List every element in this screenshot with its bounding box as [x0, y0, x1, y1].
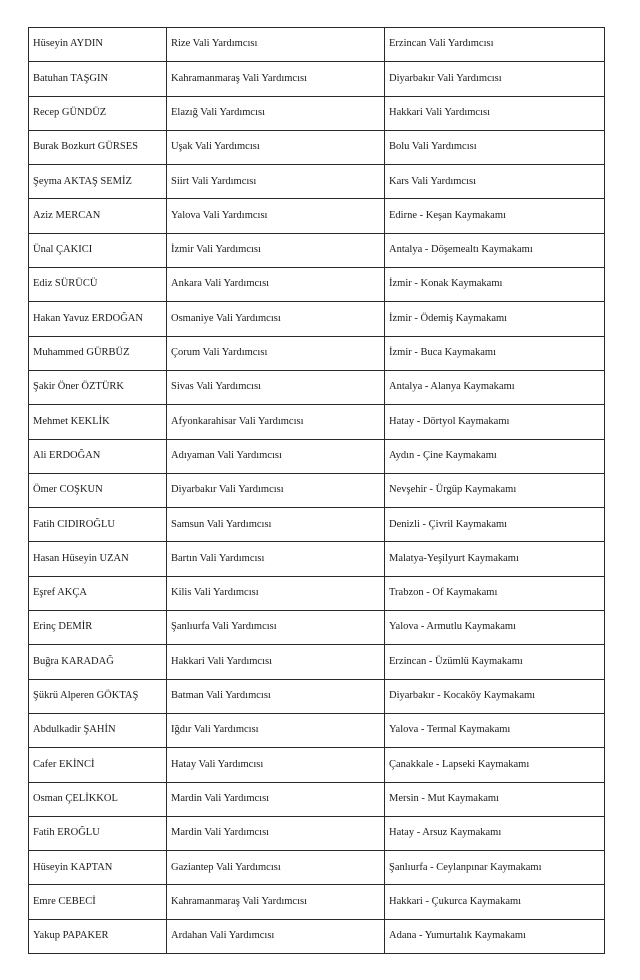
person-name-cell: Ediz SÜRÜCÜ — [29, 268, 167, 302]
current-post-cell: Kahramanmaraş Vali Yardımcısı — [167, 62, 385, 96]
new-post-cell: Erzincan - Üzümlü Kaymakamı — [385, 645, 605, 679]
table-row — [29, 165, 605, 199]
person-name-cell: Emre CEBECİ — [29, 885, 167, 919]
table-row — [29, 816, 605, 850]
table-row — [29, 302, 605, 336]
new-post-cell: Hakkari Vali Yardımcısı — [385, 96, 605, 130]
table-row — [29, 233, 605, 267]
current-post-cell: Rize Vali Yardımcısı — [167, 28, 385, 62]
current-post-cell: Çorum Vali Yardımcısı — [167, 336, 385, 370]
person-name-cell: Hasan Hüseyin UZAN — [29, 542, 167, 576]
new-post-cell: Malatya-Yeşilyurt Kaymakamı — [385, 542, 605, 576]
current-post-cell: Sivas Vali Yardımcısı — [167, 370, 385, 404]
new-post-cell: Antalya - Döşemealtı Kaymakamı — [385, 233, 605, 267]
table-row — [29, 542, 605, 576]
current-post-cell: Batman Vali Yardımcısı — [167, 679, 385, 713]
table-row — [29, 96, 605, 130]
table-row — [29, 679, 605, 713]
current-post-cell: Mardin Vali Yardımcısı — [167, 782, 385, 816]
new-post-cell: Yalova - Armutlu Kaymakamı — [385, 611, 605, 645]
current-post-cell: Siirt Vali Yardımcısı — [167, 165, 385, 199]
new-post-cell: Hakkari - Çukurca Kaymakamı — [385, 885, 605, 919]
new-post-cell: İzmir - Buca Kaymakamı — [385, 336, 605, 370]
new-post-cell: Bolu Vali Yardımcısı — [385, 130, 605, 164]
person-name-cell: Erinç DEMİR — [29, 611, 167, 645]
new-post-cell: İzmir - Konak Kaymakamı — [385, 268, 605, 302]
person-name-cell: Batuhan TAŞGIN — [29, 62, 167, 96]
table-row — [29, 405, 605, 439]
table-row — [29, 611, 605, 645]
person-name-cell: Hüseyin AYDIN — [29, 28, 167, 62]
person-name-cell: Fatih CIDIROĞLU — [29, 508, 167, 542]
table-row — [29, 28, 605, 62]
person-name-cell: Yakup PAPAKER — [29, 919, 167, 953]
person-name-cell: Buğra KARADAĞ — [29, 645, 167, 679]
new-post-cell: Şanlıurfa - Ceylanpınar Kaymakamı — [385, 851, 605, 885]
person-name-cell: Muhammed GÜRBÜZ — [29, 336, 167, 370]
table-row — [29, 885, 605, 919]
current-post-cell: Diyarbakır Vali Yardımcısı — [167, 473, 385, 507]
table-row — [29, 576, 605, 610]
table-row — [29, 748, 605, 782]
person-name-cell: Abdulkadir ŞAHİN — [29, 713, 167, 747]
new-post-cell: Trabzon - Of Kaymakamı — [385, 576, 605, 610]
current-post-cell: Uşak Vali Yardımcısı — [167, 130, 385, 164]
current-post-cell: Samsun Vali Yardımcısı — [167, 508, 385, 542]
current-post-cell: Mardin Vali Yardımcısı — [167, 816, 385, 850]
current-post-cell: Gaziantep Vali Yardımcısı — [167, 851, 385, 885]
new-post-cell: Antalya - Alanya Kaymakamı — [385, 370, 605, 404]
current-post-cell: Kilis Vali Yardımcısı — [167, 576, 385, 610]
table-row — [29, 508, 605, 542]
table-row — [29, 199, 605, 233]
table-row — [29, 473, 605, 507]
appointments-table-body — [29, 28, 605, 954]
table-row — [29, 439, 605, 473]
current-post-cell: Adıyaman Vali Yardımcısı — [167, 439, 385, 473]
new-post-cell: Denizli - Çivril Kaymakamı — [385, 508, 605, 542]
table-row — [29, 782, 605, 816]
person-name-cell: Mehmet KEKLİK — [29, 405, 167, 439]
new-post-cell: Hatay - Dörtyol Kaymakamı — [385, 405, 605, 439]
table-row — [29, 713, 605, 747]
new-post-cell: Diyarbakır Vali Yardımcısı — [385, 62, 605, 96]
person-name-cell: Osman ÇELİKKOL — [29, 782, 167, 816]
current-post-cell: Yalova Vali Yardımcısı — [167, 199, 385, 233]
appointments-table — [28, 27, 605, 954]
table-row — [29, 645, 605, 679]
person-name-cell: Ömer COŞKUN — [29, 473, 167, 507]
table-row — [29, 130, 605, 164]
table-row — [29, 336, 605, 370]
current-post-cell: Ankara Vali Yardımcısı — [167, 268, 385, 302]
person-name-cell: Cafer EKİNCİ — [29, 748, 167, 782]
current-post-cell: Kahramanmaraş Vali Yardımcısı — [167, 885, 385, 919]
new-post-cell: Aydın - Çine Kaymakamı — [385, 439, 605, 473]
person-name-cell: Şükrü Alperen GÖKTAŞ — [29, 679, 167, 713]
new-post-cell: Kars Vali Yardımcısı — [385, 165, 605, 199]
current-post-cell: Osmaniye Vali Yardımcısı — [167, 302, 385, 336]
new-post-cell: Diyarbakır - Kocaköy Kaymakamı — [385, 679, 605, 713]
table-row — [29, 62, 605, 96]
new-post-cell: Erzincan Vali Yardımcısı — [385, 28, 605, 62]
new-post-cell: Çanakkale - Lapseki Kaymakamı — [385, 748, 605, 782]
person-name-cell: Burak Bozkurt GÜRSES — [29, 130, 167, 164]
table-row — [29, 919, 605, 953]
new-post-cell: İzmir - Ödemiş Kaymakamı — [385, 302, 605, 336]
table-row — [29, 851, 605, 885]
current-post-cell: Elazığ Vali Yardımcısı — [167, 96, 385, 130]
current-post-cell: Afyonkarahisar Vali Yardımcısı — [167, 405, 385, 439]
current-post-cell: Hatay Vali Yardımcısı — [167, 748, 385, 782]
current-post-cell: Ardahan Vali Yardımcısı — [167, 919, 385, 953]
new-post-cell: Edirne - Keşan Kaymakamı — [385, 199, 605, 233]
new-post-cell: Hatay - Arsuz Kaymakamı — [385, 816, 605, 850]
person-name-cell: Fatih EROĞLU — [29, 816, 167, 850]
person-name-cell: Aziz MERCAN — [29, 199, 167, 233]
current-post-cell: İzmir Vali Yardımcısı — [167, 233, 385, 267]
current-post-cell: Bartın Vali Yardımcısı — [167, 542, 385, 576]
new-post-cell: Yalova - Termal Kaymakamı — [385, 713, 605, 747]
person-name-cell: Şakir Öner ÖZTÜRK — [29, 370, 167, 404]
new-post-cell: Mersin - Mut Kaymakamı — [385, 782, 605, 816]
person-name-cell: Ünal ÇAKICI — [29, 233, 167, 267]
new-post-cell: Nevşehir - Ürgüp Kaymakamı — [385, 473, 605, 507]
person-name-cell: Recep GÜNDÜZ — [29, 96, 167, 130]
current-post-cell: Iğdır Vali Yardımcısı — [167, 713, 385, 747]
current-post-cell: Hakkari Vali Yardımcısı — [167, 645, 385, 679]
person-name-cell: Ali ERDOĞAN — [29, 439, 167, 473]
new-post-cell: Adana - Yumurtalık Kaymakamı — [385, 919, 605, 953]
person-name-cell: Şeyma AKTAŞ SEMİZ — [29, 165, 167, 199]
table-row — [29, 268, 605, 302]
table-row — [29, 370, 605, 404]
current-post-cell: Şanlıurfa Vali Yardımcısı — [167, 611, 385, 645]
person-name-cell: Hakan Yavuz ERDOĞAN — [29, 302, 167, 336]
person-name-cell: Hüseyin KAPTAN — [29, 851, 167, 885]
person-name-cell: Eşref AKÇA — [29, 576, 167, 610]
